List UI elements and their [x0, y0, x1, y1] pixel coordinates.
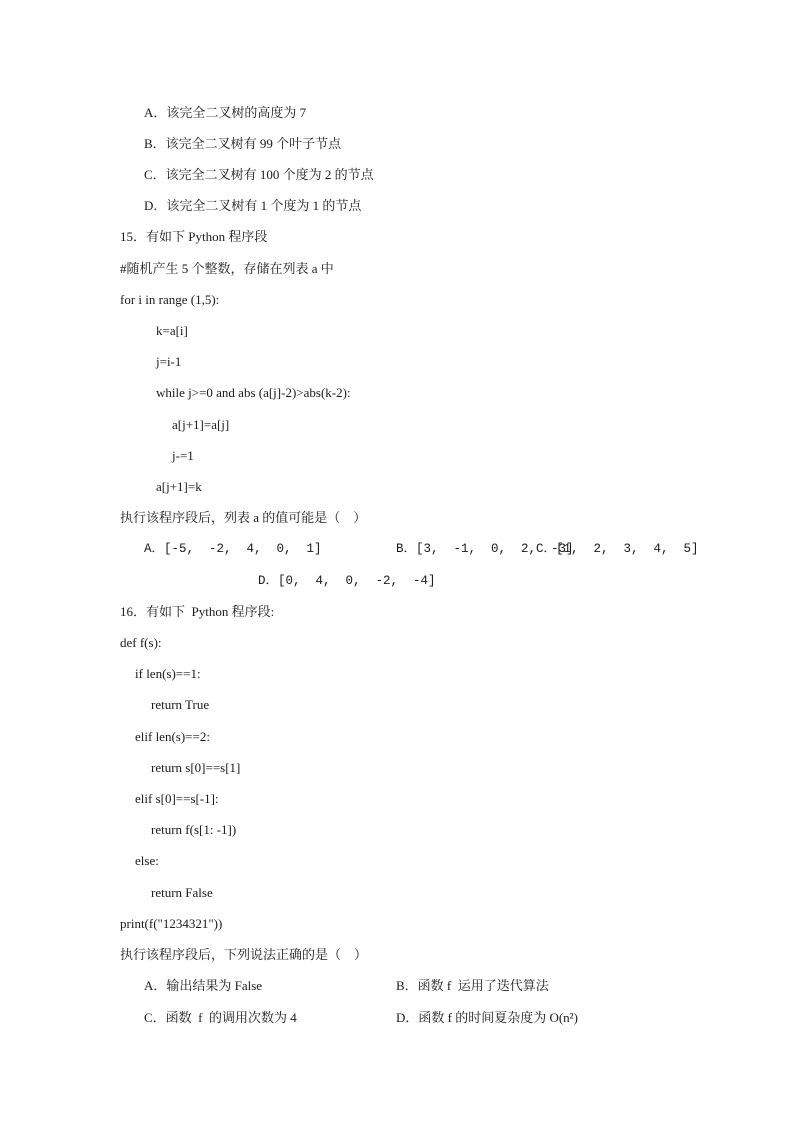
q15-title: 15．有如下 Python 程序段 — [120, 229, 268, 244]
q16-code-line: elif len(s)==2: — [135, 729, 210, 744]
q15-option-a: A．[-5, -2, 4, 0, 1] — [144, 542, 322, 556]
q14-option-a: A．该完全二叉树的高度为 7 — [144, 105, 307, 120]
q16-code-line: else: — [135, 853, 159, 868]
q14-option-b: B．该完全二叉树有 99 个叶子节点 — [144, 136, 342, 151]
q15-code-line: j-=1 — [172, 448, 194, 463]
q16-code-line: print(f("1234321")) — [120, 916, 223, 931]
q16-code-line: return True — [151, 697, 210, 712]
q16-code-line: return False — [151, 885, 213, 900]
q15-option-c: C．[1, 2, 3, 4, 5] — [536, 542, 699, 556]
q15-option-b: B．[3, -1, 0, 2, -3] — [396, 542, 574, 556]
q15-code-line: a[j+1]=k — [156, 479, 202, 494]
q14-option-d: D．该完全二叉树有 1 个度为 1 的节点 — [144, 198, 362, 213]
q15-code-line: for i in range (1,5): — [120, 292, 220, 307]
q15-code-line: while j>=0 and abs (a[j]-2)>abs(k-2): — [156, 385, 351, 400]
q15-question: 执行该程序段后，列表 a 的值可能是（ ） — [120, 510, 367, 525]
q16-option-c: C．函数 f 的调用次数为 4 — [144, 1010, 297, 1025]
q16-title: 16．有如下 Python 程序段: — [120, 604, 275, 619]
q16-code-line: elif s[0]==s[-1]: — [135, 791, 219, 806]
q16-option-a: A．输出结果为 False — [144, 978, 263, 993]
q16-option-d: D．函数 f 的时间夏杂度为 O(n²) — [396, 1010, 578, 1025]
q15-code-line: a[j+1]=a[j] — [172, 417, 230, 432]
q16-code-line: return f(s[1: -1]) — [151, 822, 237, 837]
q16-question: 执行该程序段后，下列说法正确的是（ ） — [120, 947, 368, 962]
q16-code-line: if len(s)==1: — [135, 666, 201, 681]
q15-code-line: j=i-1 — [156, 354, 182, 369]
q16-code-line: def f(s): — [120, 635, 162, 650]
q14-option-c: C．该完全二叉树有 100 个度为 2 的节点 — [144, 167, 374, 182]
q16-code-line: return s[0]==s[1] — [151, 760, 241, 775]
q16-option-b: B．函数 f 运用了迭代算法 — [396, 978, 549, 993]
q15-code-line: #随机产生 5 个整数，存储在列表 a 中 — [120, 261, 334, 276]
q15-code-line: k=a[i] — [156, 323, 188, 338]
q15-option-d: D．[0, 4, 0, -2, -4] — [258, 574, 436, 588]
